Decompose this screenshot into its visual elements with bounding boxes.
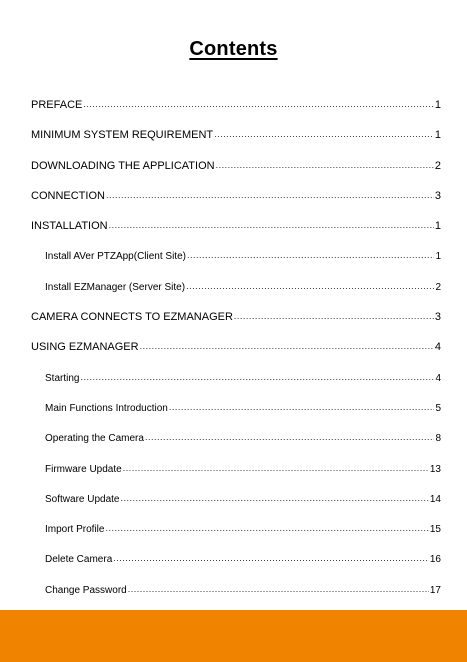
toc-entry[interactable] (31, 128, 441, 158)
toc-subentry[interactable] (31, 462, 441, 492)
toc-subentry[interactable] (31, 522, 441, 552)
toc-page-number: 1 (434, 99, 441, 111)
toc-entry-label: INSTALLATION (31, 220, 108, 233)
toc-dot-leader (140, 339, 434, 353)
toc-dot-leader (121, 491, 429, 506)
toc-dot-leader (128, 582, 429, 597)
toc-entry-label: Firmware Update (45, 463, 122, 475)
toc-page-number: 2 (435, 281, 441, 293)
toc-entry[interactable] (31, 219, 441, 249)
toc-dot-leader (80, 370, 434, 385)
toc-entry-label: Change Password (45, 584, 127, 596)
toc-subentry[interactable] (31, 249, 441, 279)
toc-dot-leader (83, 97, 434, 111)
toc-dot-leader (216, 158, 434, 172)
toc-dot-leader (187, 248, 434, 263)
toc-subentry[interactable] (31, 280, 441, 310)
toc-entry-label: MINIMUM SYSTEM REQUIREMENT (31, 129, 214, 142)
toc-dot-leader (145, 430, 434, 445)
toc-entry-label: USING EZMANAGER (31, 341, 139, 354)
toc-dot-leader (169, 400, 435, 415)
footer-bar (0, 610, 467, 662)
toc-entry-label: DOWNLOADING THE APPLICATION (31, 159, 215, 172)
toc-page-number: 15 (429, 524, 441, 536)
toc-entry-label: Install AVer PTZApp(Client Site) (45, 251, 186, 263)
toc-dot-leader (123, 461, 429, 476)
toc-page-number: 4 (434, 341, 441, 354)
toc-dot-leader (105, 521, 428, 536)
toc-entry-label: Main Functions Introduction (45, 402, 168, 414)
toc-dot-leader (106, 188, 434, 202)
toc-page-number: 13 (429, 463, 441, 475)
toc-entry-label: Delete Camera (45, 554, 113, 566)
toc-entry[interactable] (31, 98, 441, 128)
page-title: Contents (189, 38, 278, 60)
toc-page-number: 8 (435, 433, 441, 445)
table-of-contents (31, 98, 441, 613)
toc-entry[interactable] (31, 310, 441, 340)
toc-subentry[interactable] (31, 431, 441, 461)
toc-dot-leader (234, 309, 434, 323)
toc-entry-label: CONNECTION (31, 189, 105, 202)
toc-entry-label: Starting (45, 372, 80, 384)
toc-entry[interactable] (31, 340, 441, 370)
toc-dot-leader (214, 127, 434, 141)
toc-entry-label: Import Profile (45, 524, 105, 536)
toc-entry-label: Operating the Camera (45, 433, 144, 445)
toc-page-number: 1 (434, 129, 441, 142)
toc-entry-label: Install EZManager (Server Site) (45, 281, 186, 293)
toc-entry-label: PREFACE (31, 99, 83, 111)
toc-dot-leader (109, 218, 434, 232)
toc-entry[interactable] (31, 189, 441, 219)
toc-dot-leader (186, 279, 434, 294)
toc-subentry[interactable] (31, 401, 441, 431)
toc-page-number: 1 (434, 220, 441, 233)
toc-page-number: 4 (435, 372, 441, 384)
toc-subentry[interactable] (31, 492, 441, 522)
toc-page-number: 3 (434, 189, 441, 202)
toc-subentry[interactable] (31, 371, 441, 401)
toc-page-number: 5 (435, 402, 441, 414)
toc-entry-label: Software Update (45, 493, 120, 505)
toc-page-number: 16 (429, 554, 441, 566)
toc-page-number: 17 (429, 584, 441, 596)
toc-page-number: 3 (434, 311, 441, 324)
toc-entry-label: CAMERA CONNECTS TO EZMANAGER (31, 311, 233, 324)
toc-page-number: 1 (435, 251, 441, 263)
toc-entry[interactable] (31, 159, 441, 189)
toc-subentry[interactable] (31, 583, 441, 613)
toc-page-number: 14 (429, 493, 441, 505)
toc-subentry[interactable] (31, 552, 441, 582)
toc-dot-leader (113, 551, 429, 566)
toc-page-number: 2 (434, 159, 441, 172)
